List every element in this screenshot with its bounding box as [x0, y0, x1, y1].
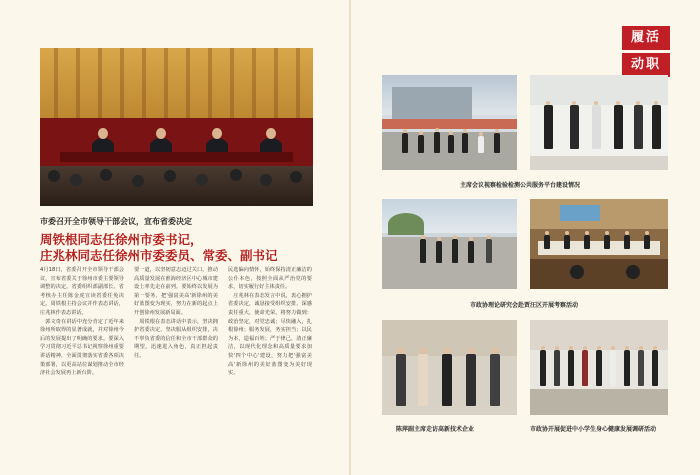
caption-2: 市政协理论研究会赴贾汪区开展考察活动 — [470, 302, 579, 309]
photo-student-health — [530, 320, 668, 415]
badge-line-2: 动职 — [622, 53, 670, 77]
photo-hightech-visit — [382, 320, 517, 415]
audience — [40, 166, 313, 206]
headline-line-2: 庄兆林同志任徐州市委委员、常委、副书记 — [40, 248, 278, 263]
article-body — [40, 266, 313, 466]
photo-inspection-building — [382, 75, 517, 170]
presidium-table — [60, 152, 293, 162]
badge-line-1: 履活 — [622, 26, 670, 50]
article-headline — [40, 232, 320, 264]
caption-4: 市政协开展促进中小学生身心健康发展调研活动 — [530, 426, 657, 433]
article-kicker: 市委召开全市领导干部会议，宣布省委决定 — [40, 217, 192, 226]
caption-1: 主席会议视察检验检测公共服务平台建设情况 — [460, 182, 581, 189]
photo-inspection-lab — [530, 75, 668, 170]
body-column-1: 4月18日，省委召开全市领导干部会议，宣布省委关于徐州市委主要领导调整的决定。省委组织部副部长、省考核办主任陈金虎宣读省委任免决定。周铁根主持会议并作表态讲话，庄兆林作表态讲话。 郭文奇在讲话中充分肯定了近年来徐州所取得的显著成就，并对徐州今后的发展提出了明确的要求。要深入学习贯彻习近平总书记视察徐州重要讲话精神，全面贯彻落实省委各项决策部署，以更高站位谋划推动全市经济社会发展再上新台阶。 — [40, 267, 124, 377]
photo-jiawang-outdoor — [382, 199, 517, 289]
body-column-2: 要一道，以坚韧意志迈过关口，推动高质量发展在淮海经济区中心城市建设上率先走在前列。要始终以发展为第一要务，把'强富美高'新徐州的美好蓝图变为现实，努力在新的起点上开创徐州发展新局面。 周铁根在表态讲话中表示，坚决拥护省委决定，坚决服从组织安排，决不辜负省委的信任和全市干部群众的期望，迅速进入角色，真正担起责任。 — [134, 267, 218, 359]
headline-line-1: 周铁根同志任徐州市委书记， — [40, 232, 203, 247]
photo-jiawang-meeting — [530, 199, 668, 289]
section-badge — [622, 26, 670, 78]
cadre-meeting-photo — [40, 48, 313, 206]
left-page — [0, 0, 349, 475]
body-column-3: 民选偏向情怀，始终保持清正廉洁的公仆本色，按照全面从严治党的要求，切实履行好主体责任。 庄兆林在表态发言中说，衷心拥护省委决定，诚恳接受组织安排，深感责任重大，使命光荣。将努力做到：政治坚定，对党忠诚；尽快融入，扎根徐州；服务发展，务实担当；以民为本，造福百姓；严于律己，清正廉洁，以现代化理念和高质量要求加快'四个中心'建设，努力把'强富美高'新徐州的美好蓝图变为美好现实。 — [228, 267, 312, 377]
caption-3: 陈萍副主席走访高新技术企业 — [396, 426, 475, 433]
